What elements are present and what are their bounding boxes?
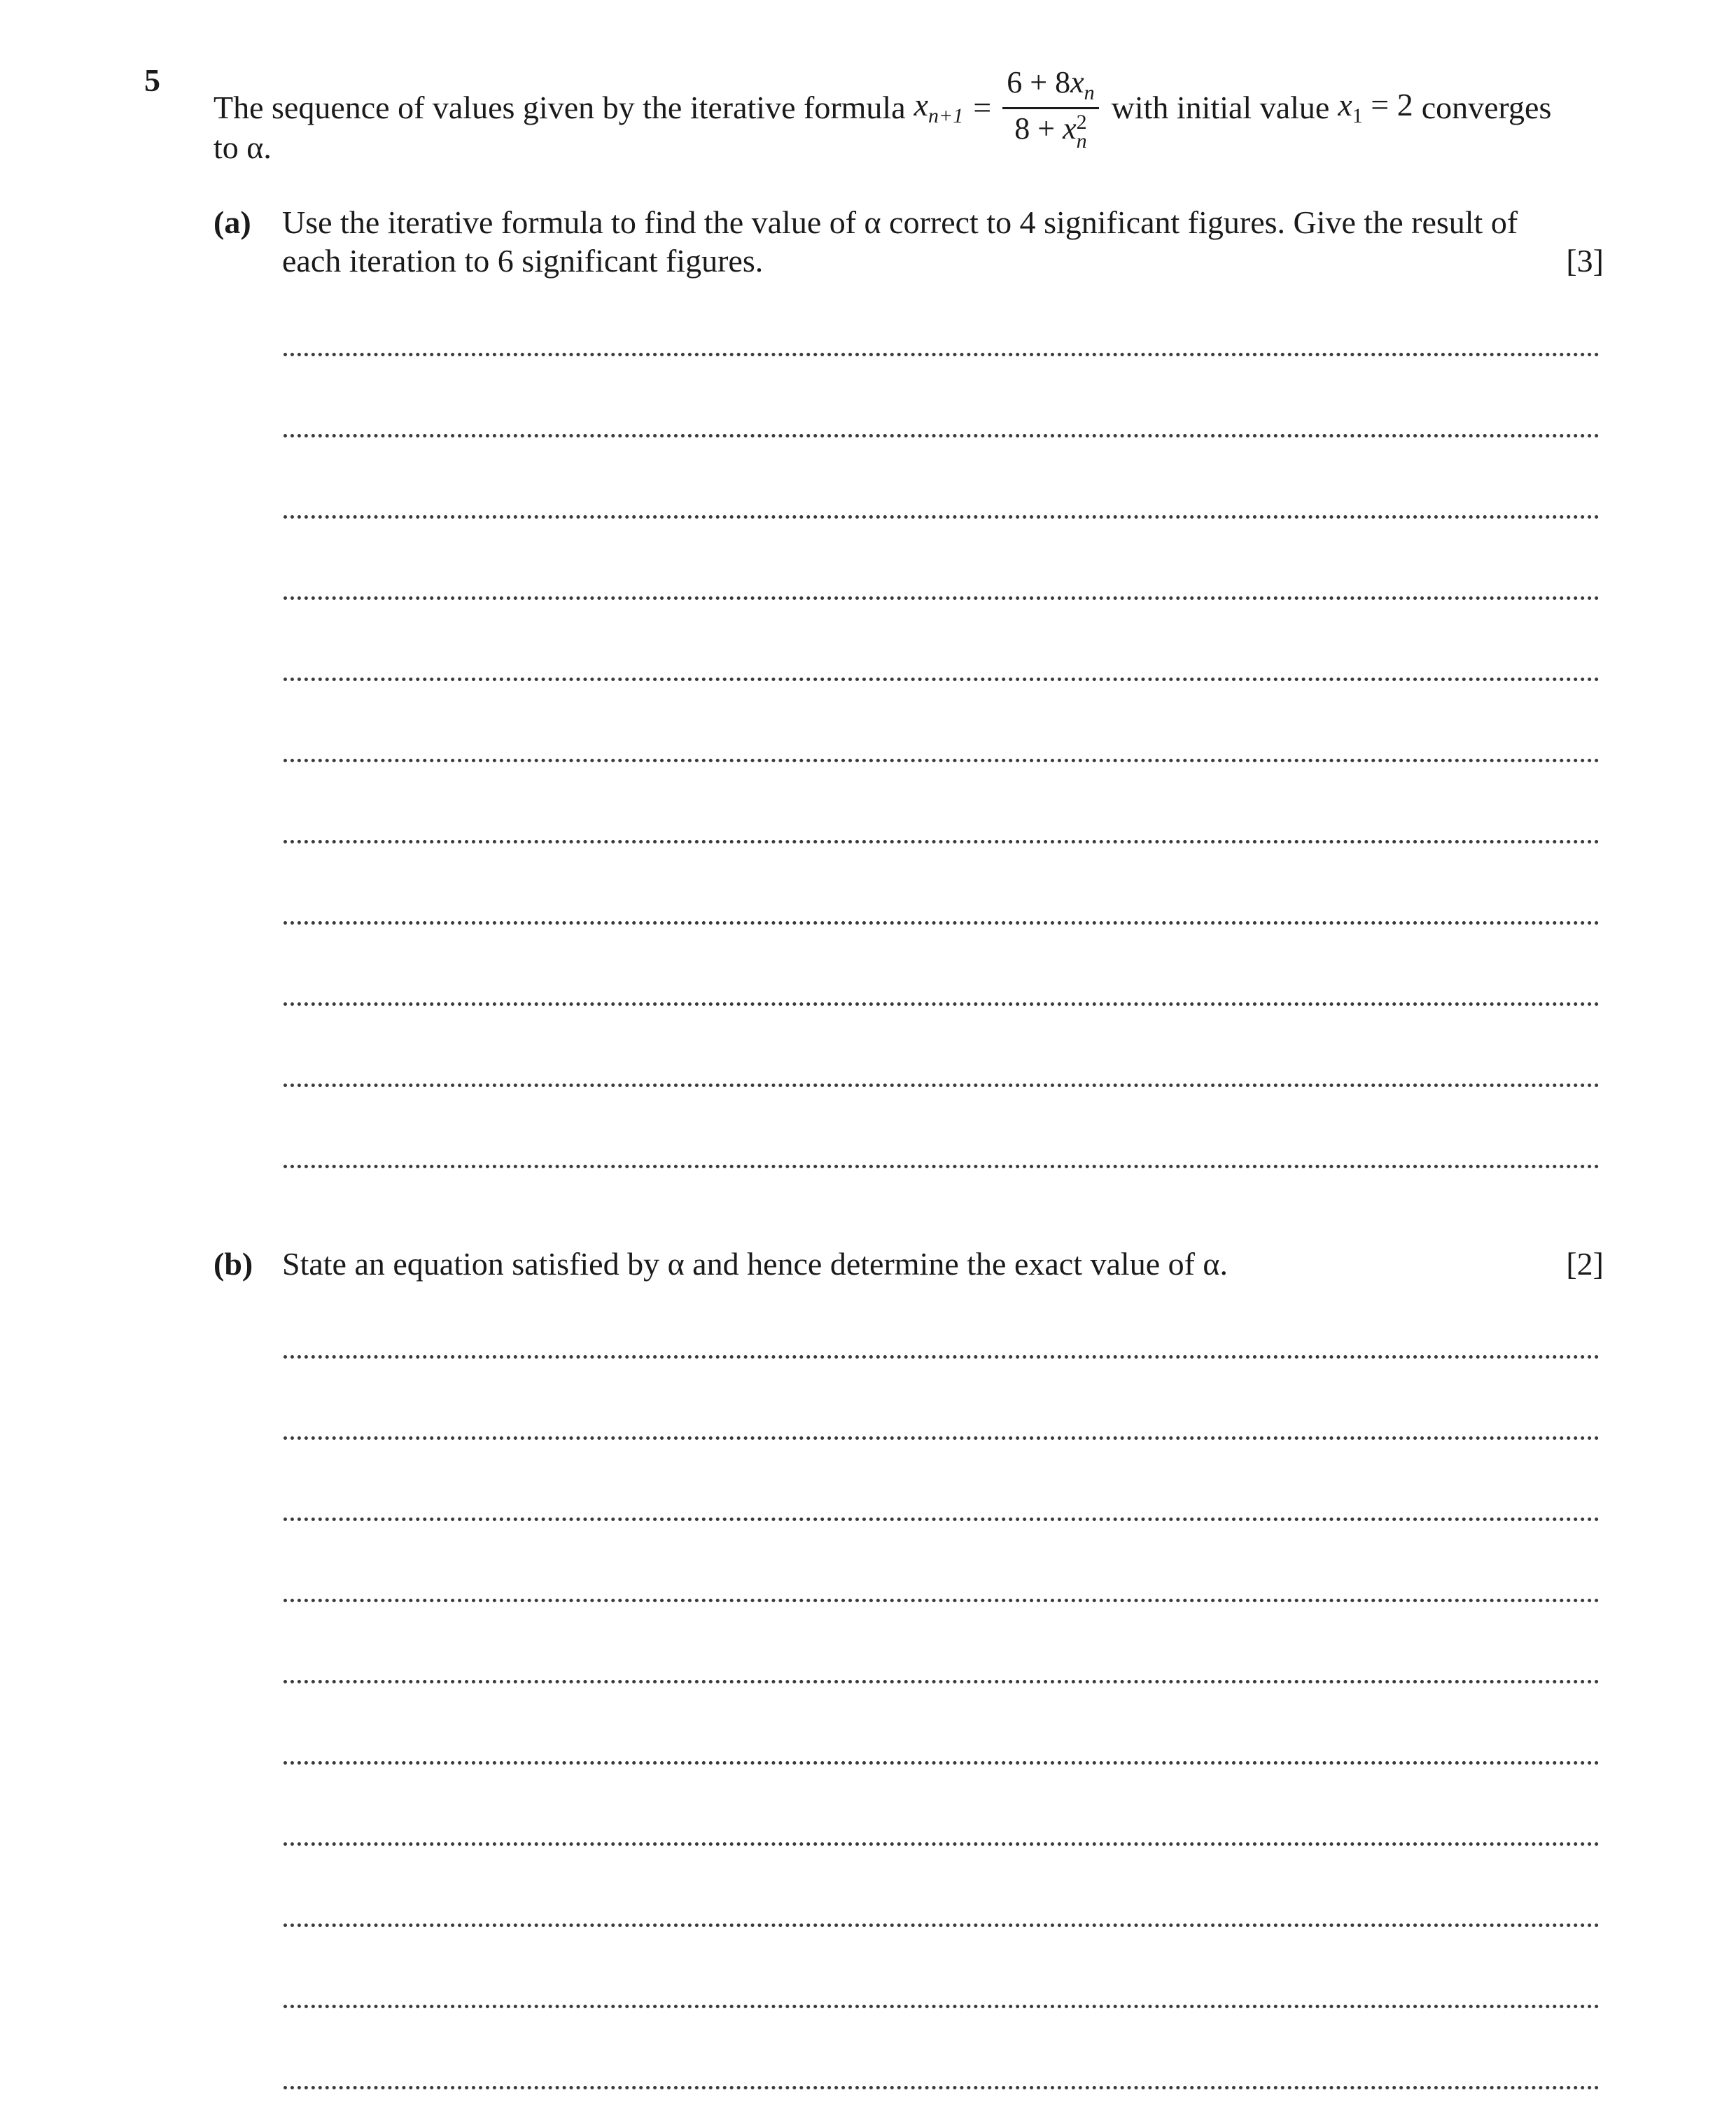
denominator-variable: x [1063,111,1077,146]
initial-variable: x [1338,87,1352,123]
answer-line[interactable] [284,1599,1600,1602]
answer-line[interactable] [284,1842,1600,1846]
question-stem-line [214,64,1604,153]
initial-value-number: = 2 [1362,87,1413,123]
fraction-numerator [1002,64,1098,106]
stem-text-middle: with initial value [1111,89,1330,125]
lhs-variable: x [913,87,929,123]
answer-line[interactable] [284,1165,1600,1168]
denominator-indices [1076,110,1087,153]
part-b-text: State an equation satisfied by α and hence determine the exact value of α. [282,1246,1228,1282]
part-b-marks: [2] [1566,1246,1604,1282]
numerator-constant: 6 + 8 [1007,65,1071,99]
question-number: 5 [144,62,160,98]
initial-subscript: 1 [1352,104,1363,128]
answer-line[interactable] [284,1084,1600,1087]
answer-line[interactable] [284,1924,1600,1927]
answer-line[interactable] [284,1002,1600,1006]
answer-line[interactable] [284,840,1600,843]
answer-line[interactable] [284,1518,1600,1521]
answer-line[interactable] [284,678,1600,681]
denominator-superscript: 2 [1076,110,1087,134]
lhs-subscript: n+1 [928,104,964,128]
answer-line[interactable] [284,1761,1600,1765]
equals-sign: = [973,89,992,125]
answer-line[interactable] [284,2086,1600,2089]
answer-line[interactable] [284,1355,1600,1359]
formula-fraction [1002,64,1098,153]
answer-line[interactable] [284,434,1600,437]
numerator-subscript: n [1084,80,1095,104]
answer-line[interactable] [284,1680,1600,1683]
numerator-variable: x [1070,65,1084,99]
part-a-marks: [3] [1566,243,1604,279]
stem-text-before: The sequence of values given by the iterative formula [214,89,906,125]
denominator-constant: 8 + [1014,111,1063,146]
answer-line[interactable] [284,515,1600,519]
denominator-subscript: n [1076,129,1087,153]
answer-line[interactable] [284,596,1600,600]
answer-line[interactable] [284,759,1600,762]
part-a-label: (a) [214,204,251,240]
answer-line[interactable] [284,1436,1600,1440]
part-a-text: Use the iterative formula to find the value of α correct to 4 significant figures. Give the result of each iteration to 6 significant figures. [282,204,1518,279]
formula-lhs [914,86,964,128]
stem-text-after: converges [1421,89,1552,125]
part-b [214,1245,1604,1287]
part-a [214,203,1604,287]
answer-line[interactable] [284,921,1600,925]
question-stem-continuation: to α. [214,129,272,165]
initial-value [1338,86,1413,128]
part-b-label: (b) [214,1246,253,1282]
fraction-bar [1002,107,1098,109]
fraction-denominator [1010,110,1091,153]
answer-line[interactable] [284,2005,1600,2008]
answer-line[interactable] [284,353,1600,356]
